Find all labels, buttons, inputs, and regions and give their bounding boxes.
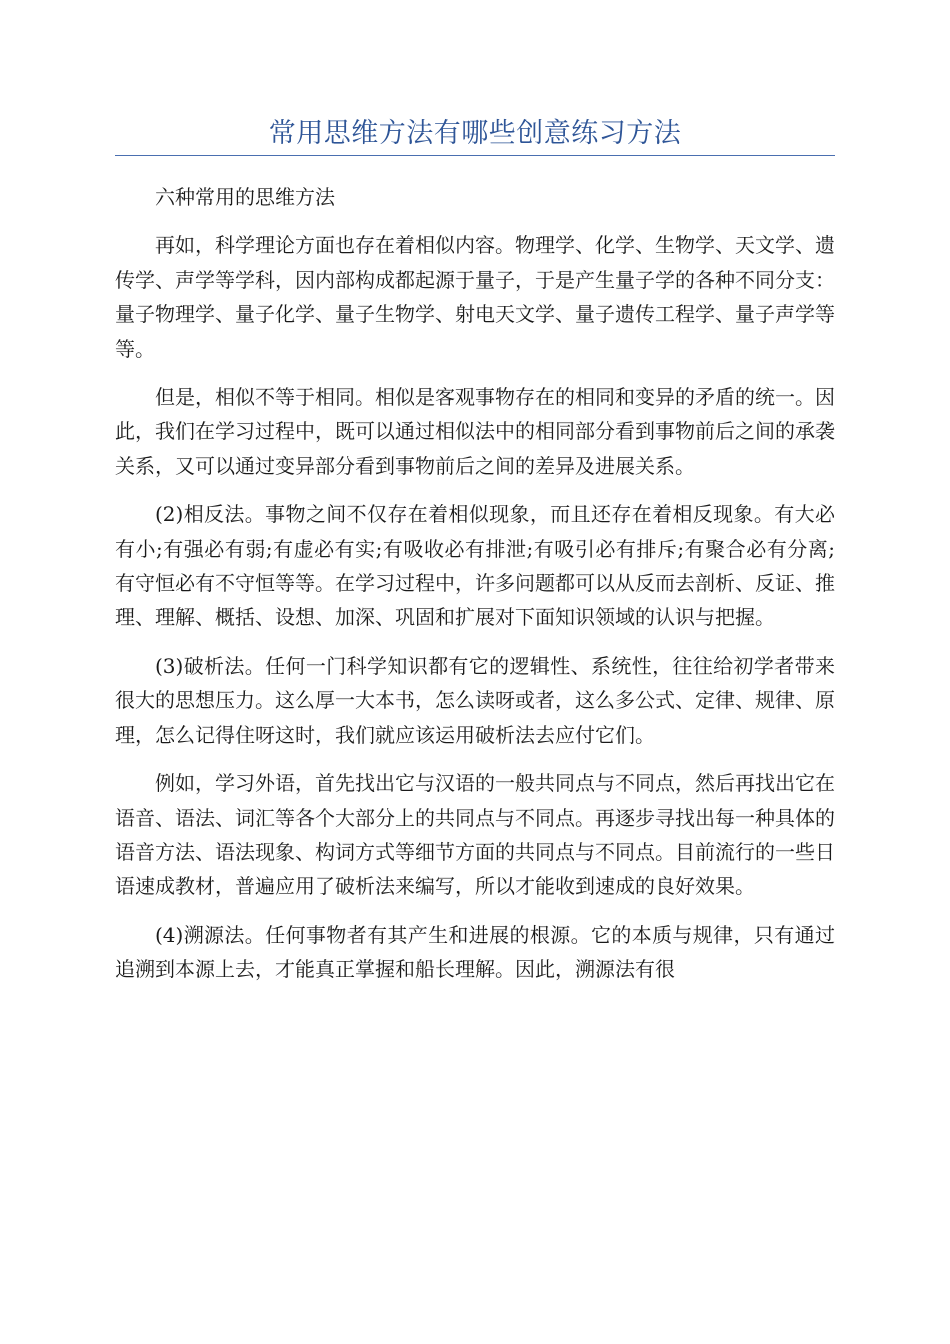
title-underline	[115, 155, 835, 156]
paragraph-similarity-vs-identity: 但是，相似不等于相同。相似是客观事物存在的相同和变异的矛盾的统一。因此，我们在学习过程中，既可以通过相似法中的相同部分看到事物前后之间的承袭关系，又可以通过变异部分看到事物前后之间的差异及进展关系。	[115, 385, 835, 478]
paragraph-opposite-method: (2)相反法。事物之间不仅存在着相似现象，而且还存在着相反现象。有大必有小;有强必有弱;有虚必有实;有吸收必有排泄;有吸引必有排斥;有聚合必有分离;有守恒必有不守恒等等。在学习过程中，许多问题都可以从反而去剖析、反证、推理、理解、概括、设想、加深、巩固和扩展对下面知识领域的认识与把握。	[115, 502, 835, 630]
paragraph-foreign-language-example: 例如，学习外语，首先找出它与汉语的一般共同点与不同点，然后再找出它在语音、语法、词汇等各个大部分上的共同点与不同点。再逐步寻找出每一种具体的语音方法、语法现象、构词方式等细节方面的共同点与不同点。目前流行的一些日语速成教材，普遍应用了破析法来编写，所以才能收到速成的良好效果。	[115, 771, 835, 899]
paragraph-analysis-method: (3)破析法。任何一门科学知识都有它的逻辑性、系统性，往往给初学者带来很大的思想压力。这么厚一大本书，怎么读呀或者，这么多公式、定律、规律、原理，怎么记得住呀这时，我们就应该运用破析法去应付它们。	[115, 653, 835, 747]
section-heading: 六种常用的思维方法	[155, 185, 335, 209]
document-page	[115, 0, 835, 987]
paragraph-similarity-examples: 再如，科学理论方面也存在着相似内容。物理学、化学、生物学、天文学、遗传学、声学等学科，因内部构成都起源于量子，于是产生量子学的各种不同分支：量子物理学、量子化学、量子生物学、射电天文学、量子遗传工程学、量子声学等等。	[115, 233, 835, 361]
document-title: 常用思维方法有哪些创意练习方法	[268, 118, 682, 149]
paragraph-tracing-method: (4)溯源法。任何事物者有其产生和进展的根源。它的本质与规律，只有通过追溯到本源上去，才能真正掌握和船长理解。因此，溯源法有很	[115, 922, 835, 982]
